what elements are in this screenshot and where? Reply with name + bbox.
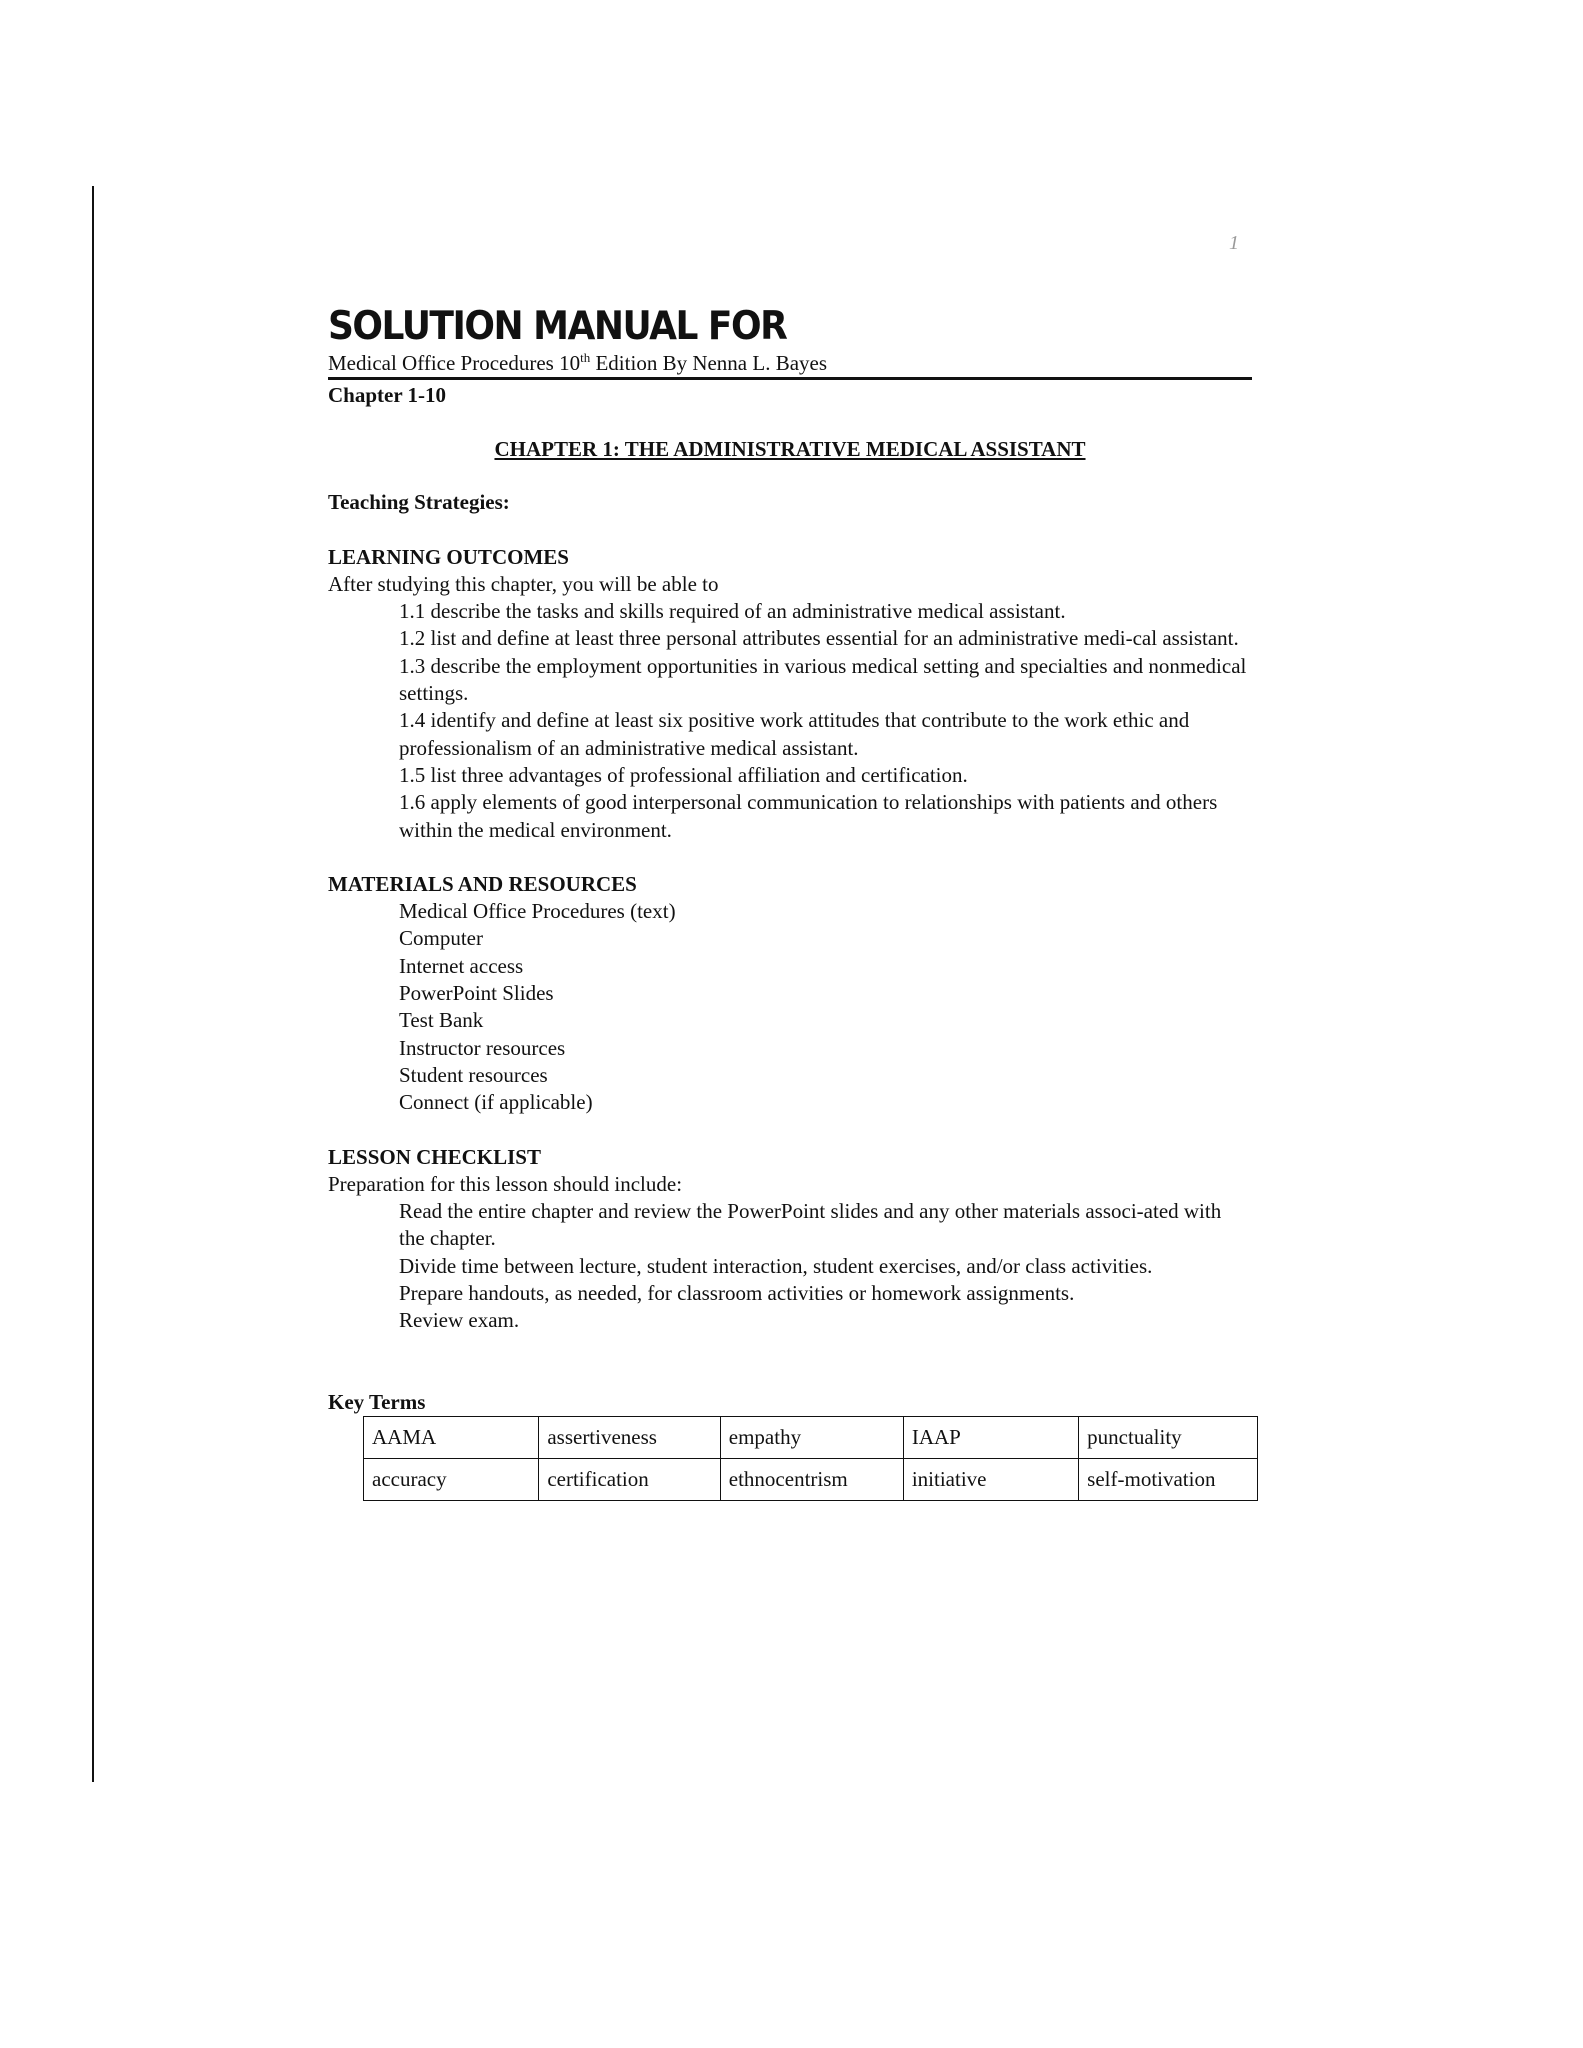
- list-item: Prepare handouts, as needed, for classroom activities or homework assignments.: [399, 1281, 1075, 1306]
- list-item: Medical Office Procedures (text): [399, 899, 676, 924]
- table-cell: initiative: [903, 1458, 1078, 1500]
- list-item: Test Bank: [399, 1008, 484, 1033]
- list-item: Connect (if applicable): [399, 1090, 593, 1115]
- learning-outcomes-heading: LEARNING OUTCOMES: [328, 544, 569, 569]
- table-cell: self-motivation: [1079, 1458, 1258, 1500]
- table-cell: accuracy: [364, 1458, 539, 1500]
- manual-title: SOLUTION MANUAL FOR: [328, 304, 787, 349]
- teaching-strategies-heading: Teaching Strategies:: [328, 490, 510, 515]
- list-item: PowerPoint Slides: [399, 981, 554, 1006]
- lesson-checklist-list: [328, 1198, 1249, 1334]
- table-row: [364, 1458, 1258, 1500]
- list-item: Computer: [399, 926, 483, 951]
- subtitle-superscript: th: [580, 350, 591, 365]
- key-terms-table: [363, 1416, 1258, 1501]
- list-item: Student resources: [399, 1062, 548, 1087]
- list-item: 1.6 apply elements of good interpersonal communication to relationships with patients and others within the medical environment.: [399, 790, 1218, 842]
- table-cell: AAMA: [364, 1416, 539, 1458]
- subtitle-suffix: Edition By Nenna L. Bayes: [590, 351, 828, 375]
- list-item: Internet access: [399, 953, 524, 978]
- list-item: 1.1 describe the tasks and skills required of an administrative medical assistant.: [399, 599, 1066, 624]
- table-row: [364, 1416, 1258, 1458]
- list-item: 1.2 list and define at least three personal attributes essential for an administrative medi-cal assistant.: [399, 626, 1239, 651]
- lesson-checklist-heading: LESSON CHECKLIST: [328, 1144, 541, 1169]
- table-cell: certification: [539, 1458, 720, 1500]
- table-cell: assertiveness: [539, 1416, 720, 1458]
- learning-outcomes-list: [328, 598, 1249, 844]
- list-item: Review exam.: [399, 1308, 520, 1333]
- page-number: 1: [1229, 232, 1239, 254]
- list-item: 1.5 list three advantages of professional affiliation and certification.: [399, 762, 968, 787]
- subtitle-prefix: Medical Office Procedures 10: [328, 351, 581, 375]
- list-item: 1.4 identify and define at least six positive work attitudes that contribute to the work ethic and professionalism of an administrative medical assistant.: [399, 708, 1190, 760]
- margin-rule: [92, 186, 94, 1782]
- key-terms-heading: Key Terms: [328, 1389, 426, 1414]
- table-cell: empathy: [720, 1416, 903, 1458]
- document-body: [328, 304, 1258, 1501]
- list-item: 1.3 describe the employment opportunities in various medical setting and specialties and nonmedical settings.: [399, 653, 1247, 706]
- chapter-range: Chapter 1-10: [328, 383, 447, 407]
- table-cell: punctuality: [1079, 1416, 1258, 1458]
- lesson-checklist-intro: Preparation for this lesson should include:: [328, 1171, 683, 1196]
- book-subtitle: [328, 350, 1252, 380]
- chapter-heading: CHAPTER 1: THE ADMINISTRATIVE MEDICAL ASSISTANT: [494, 437, 1086, 461]
- learning-outcomes-intro: After studying this chapter, you will be able to: [328, 571, 719, 596]
- list-item: Instructor resources: [399, 1035, 566, 1060]
- table-cell: ethnocentrism: [720, 1458, 903, 1500]
- materials-list: [328, 898, 1249, 1116]
- materials-heading: MATERIALS AND RESOURCES: [328, 871, 637, 896]
- list-item: Divide time between lecture, student interaction, student exercises, and/or class activities.: [399, 1253, 1153, 1278]
- table-cell: IAAP: [903, 1416, 1078, 1458]
- list-item: Read the entire chapter and review the PowerPoint slides and any other materials associ-ated with the chapter.: [399, 1199, 1222, 1251]
